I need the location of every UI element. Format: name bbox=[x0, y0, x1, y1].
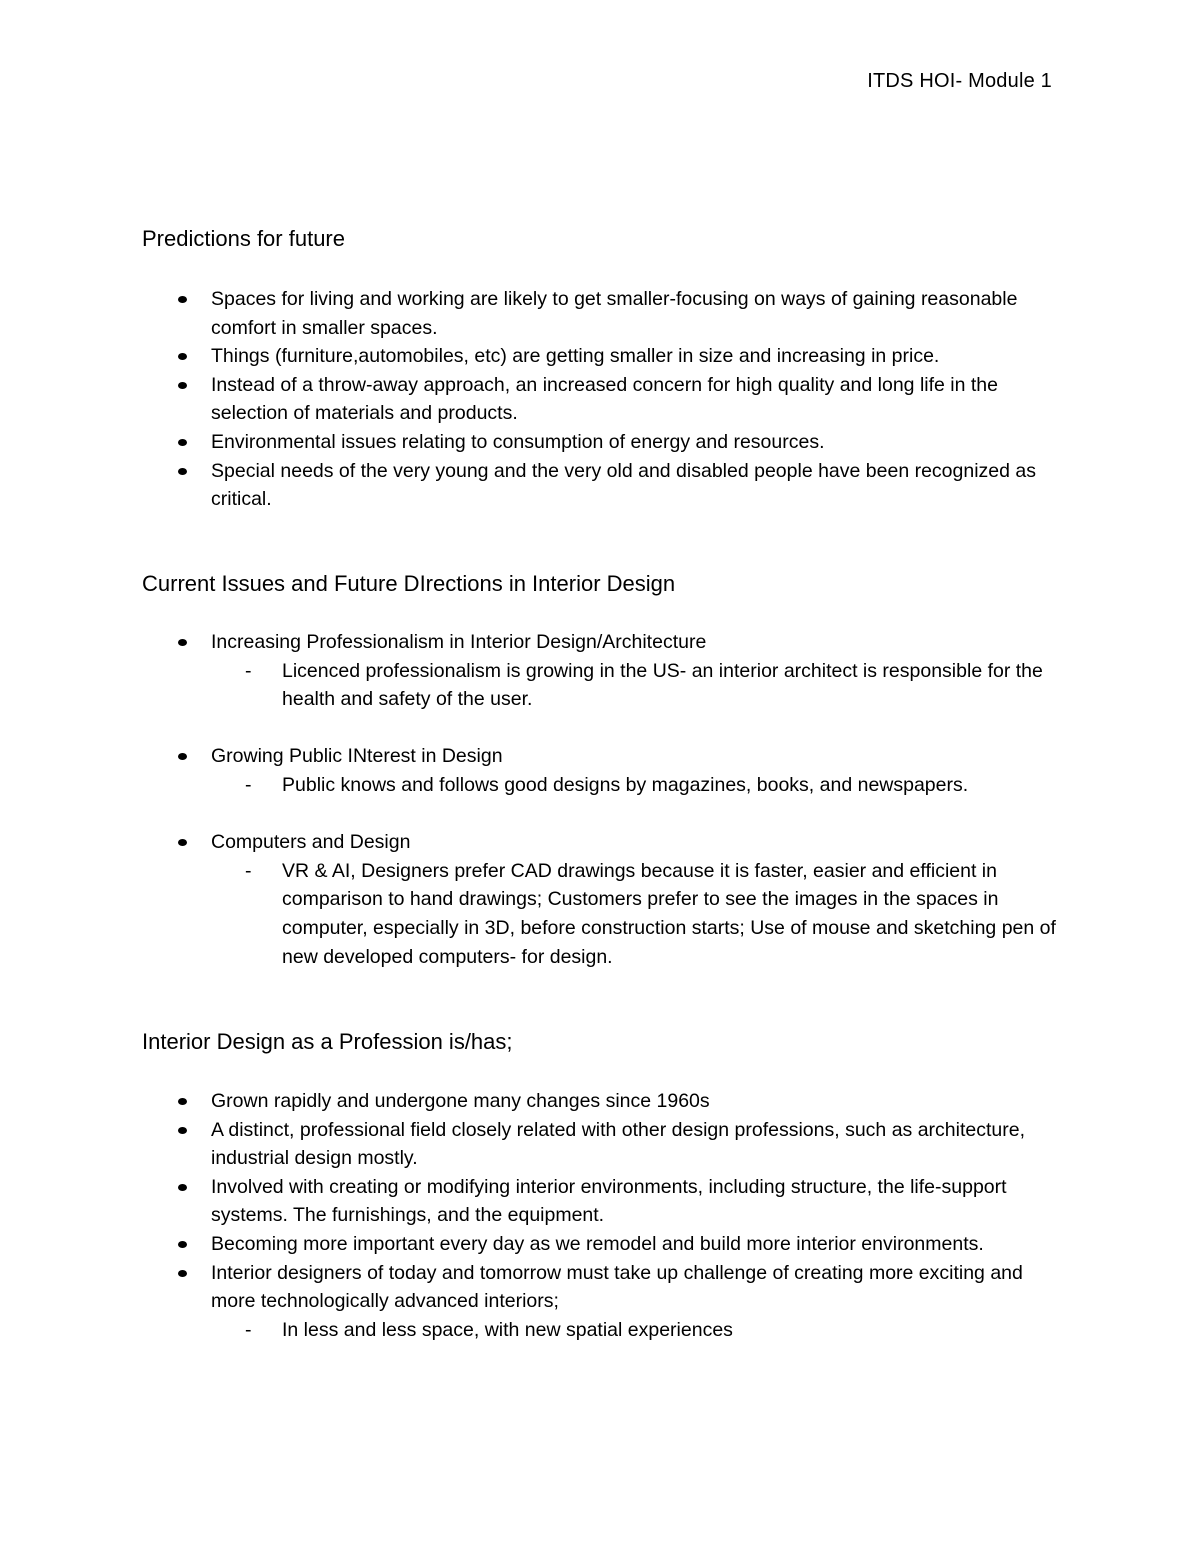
list-item: Things (furniture,automobiles, etc) are getting smaller in size and increasing in price. bbox=[142, 342, 1062, 371]
sub-list-item: - Licenced professionalism is growing in the US- an interior architect is responsible for the health and safety of the user. bbox=[211, 657, 1062, 714]
sub-list bbox=[211, 857, 1062, 971]
list-item: Environmental issues relating to consumption of energy and resources. bbox=[142, 428, 1062, 457]
list-item: Special needs of the very young and the very old and disabled people have been recognized as critical. bbox=[142, 457, 1062, 514]
bullet-icon bbox=[178, 382, 187, 389]
page-header: ITDS HOI- Module 1 bbox=[867, 70, 1052, 92]
spacer bbox=[142, 800, 1062, 829]
bullet-icon bbox=[178, 753, 187, 760]
bullet-icon bbox=[178, 468, 187, 475]
list-item: Growing Public INterest in Design - Public knows and follows good designs by magazines, books, and newspapers. bbox=[142, 742, 1062, 799]
dash-icon: - bbox=[245, 1318, 252, 1341]
dash-icon: - bbox=[245, 659, 252, 682]
profession-list bbox=[142, 1087, 1062, 1344]
list-item: Increasing Professionalism in Interior Design/Architecture - Licenced professionalism is growing in the US- an interior architect is responsible for the health and safety of the user. bbox=[142, 628, 1062, 714]
list-item: Spaces for living and working are likely to get smaller-focusing on ways of gaining reasonable comfort in smaller spaces. bbox=[142, 285, 1062, 342]
sub-list-item: - VR & AI, Designers prefer CAD drawings because it is faster, easier and efficient in comparison to hand drawings; Customers prefer to see the images in the spaces in computer, especially in 3D, before construction starts; Use of mouse and sketching pen of new developed computers- for design. bbox=[211, 857, 1062, 971]
section-heading-predictions: Predictions for future bbox=[142, 226, 345, 251]
current-issues-list bbox=[142, 628, 1062, 971]
bullet-icon bbox=[178, 1184, 187, 1191]
sub-list-item: - In less and less space, with new spatial experiences bbox=[211, 1316, 1062, 1345]
list-item: Grown rapidly and undergone many changes since 1960s bbox=[142, 1087, 1062, 1116]
bullet-icon bbox=[178, 1127, 187, 1134]
dash-icon: - bbox=[245, 859, 252, 882]
bullet-icon bbox=[178, 296, 187, 303]
bullet-icon bbox=[178, 1241, 187, 1248]
sub-list bbox=[211, 1316, 1062, 1345]
bullet-icon bbox=[178, 1270, 187, 1277]
list-item: Involved with creating or modifying interior environments, including structure, the life-support systems. The furnishings, and the equipment. bbox=[142, 1173, 1062, 1230]
bullet-icon bbox=[178, 639, 187, 646]
list-item: Becoming more important every day as we remodel and build more interior environments. bbox=[142, 1230, 1062, 1259]
list-item: Computers and Design - VR & AI, Designers prefer CAD drawings because it is faster, easier and efficient in comparison to hand drawings; Customers prefer to see the images in the spaces in computer, especially in 3D, before construction starts; Use of mouse and sketching pen of new developed computers- for design. bbox=[142, 828, 1062, 971]
list-item: A distinct, professional field closely related with other design professions, such as architecture, industrial design mostly. bbox=[142, 1116, 1062, 1173]
predictions-list bbox=[142, 285, 1062, 514]
dash-icon: - bbox=[245, 773, 252, 796]
section-heading-profession: Interior Design as a Profession is/has; bbox=[142, 1029, 513, 1054]
spacer bbox=[142, 714, 1062, 743]
list-item: Instead of a throw-away approach, an increased concern for high quality and long life in the selection of materials and products. bbox=[142, 371, 1062, 428]
bullet-icon bbox=[178, 439, 187, 446]
sub-list bbox=[211, 771, 1062, 800]
list-item: Interior designers of today and tomorrow must take up challenge of creating more exciting and more technologically advanced interiors; - In less and less space, with new spatial experiences bbox=[142, 1259, 1062, 1345]
sub-list-item: - Public knows and follows good designs by magazines, books, and newspapers. bbox=[211, 771, 1062, 800]
bullet-icon bbox=[178, 1098, 187, 1105]
section-heading-current-issues: Current Issues and Future DIrections in Interior Design bbox=[142, 571, 676, 596]
bullet-icon bbox=[178, 839, 187, 846]
bullet-icon bbox=[178, 353, 187, 360]
sub-list bbox=[211, 657, 1062, 714]
